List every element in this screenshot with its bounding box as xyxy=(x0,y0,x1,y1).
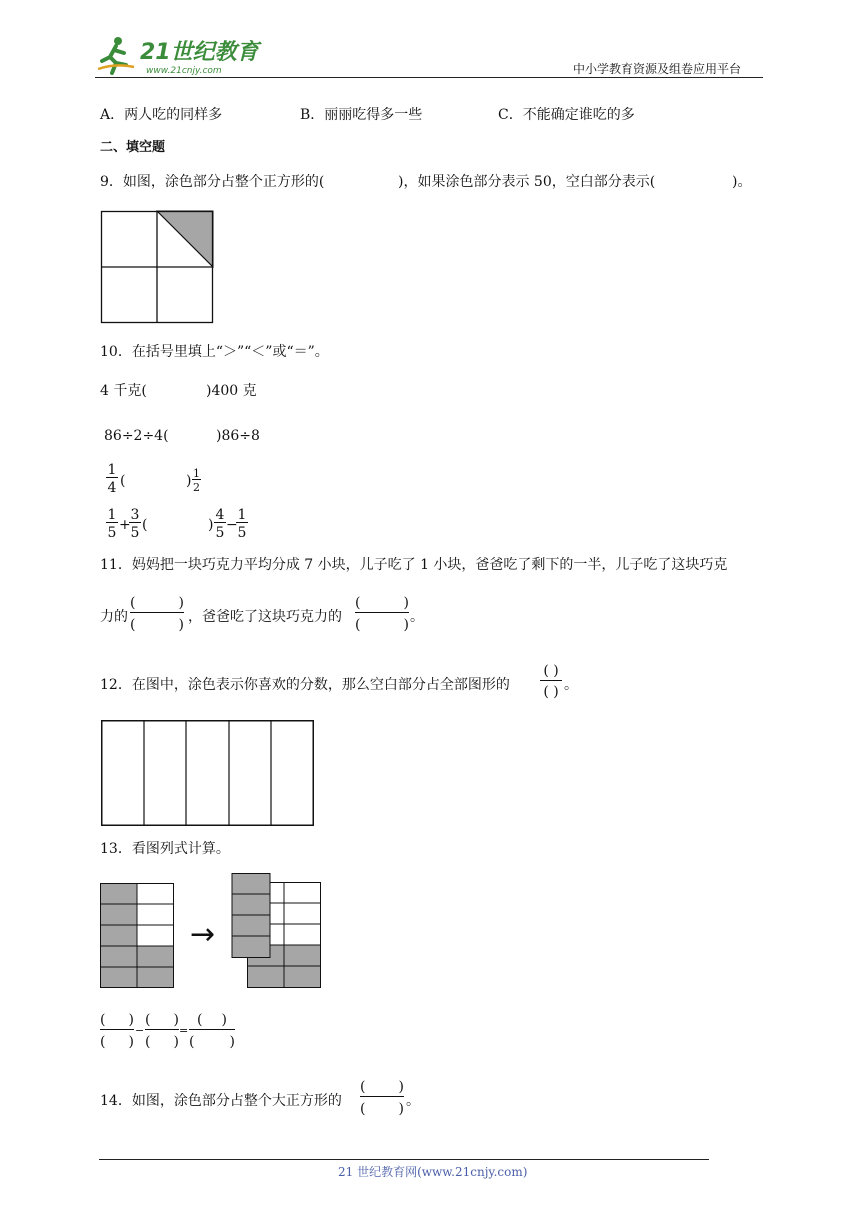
header-divider xyxy=(95,77,763,78)
q10-row4-minus: − xyxy=(226,517,238,533)
q10-title: 10．在括号里填上“＞”“＜”或“＝”。 xyxy=(100,344,329,360)
q8-option-a: A．两人吃的同样多 xyxy=(100,107,223,123)
q13-left-grid xyxy=(100,883,174,988)
q13-arrow-icon: → xyxy=(190,917,216,952)
q10-row3-close: ) xyxy=(186,473,192,489)
footer-divider xyxy=(99,1159,709,1160)
q10-row1-right: )400 克 xyxy=(206,383,257,399)
section-title: 二、填空题 xyxy=(100,140,166,155)
logo-text: 21世纪教育 xyxy=(140,40,259,65)
q11-blank-son: ( ) ( ) xyxy=(130,595,184,633)
q10-row4-fraction-d: 1 5 xyxy=(237,507,247,541)
q13-right-grid xyxy=(230,873,322,989)
logo-url: www.21cnjy.com xyxy=(146,66,222,76)
q13-equals: = xyxy=(179,1024,189,1037)
q9-text-c: )。 xyxy=(732,174,752,190)
q9-square-figure xyxy=(101,211,213,323)
q10-row4-close: ) xyxy=(208,517,214,533)
q10-row4-plus: + xyxy=(119,517,131,533)
q10-row3-fraction-right: 1 2 xyxy=(193,467,200,494)
q14-blank-fraction: ( ) ( ) xyxy=(360,1079,404,1117)
q9-text-a: 9．如图，涂色部分占整个正方形的( xyxy=(100,174,325,190)
q10-row1-left: 4 千克( xyxy=(100,383,147,399)
q10-row4-open: ( xyxy=(142,517,148,533)
q10-row4-fraction-c: 4 5 xyxy=(215,507,225,541)
q10-row2-left: 86÷2÷4( xyxy=(104,428,169,444)
q12-rectangle-figure xyxy=(101,720,314,826)
q8-option-c: C．不能确定谁吃的多 xyxy=(498,107,635,123)
q11-line2-c: 。 xyxy=(410,609,424,625)
q11-line1: 11．妈妈把一块巧克力平均分成 7 小块，儿子吃了 1 小块，爸爸吃了剩下的一半，儿子吃了这块巧克 xyxy=(100,557,728,573)
q13-blank-fraction-3: ( ) ( ) xyxy=(189,1012,235,1050)
q11-line2-a: 力的 xyxy=(100,609,128,625)
q8-option-b: B．丽丽吃得多一些 xyxy=(300,107,423,123)
footer-text: 21 世纪教育网(www.21cnjy.com) xyxy=(338,1165,528,1179)
q13-minus: − xyxy=(135,1024,145,1037)
q13-blank-fraction-2: ( ) ( ) xyxy=(145,1012,179,1050)
q10-row3-fraction-left: 1 4 xyxy=(107,462,117,496)
q10-row4-fraction-b: 3 5 xyxy=(130,507,140,541)
q9-text-b: )，如果涂色部分表示 50，空白部分表示( xyxy=(398,174,656,190)
q14-text: 14．如图，涂色部分占整个大正方形的 xyxy=(100,1093,342,1109)
q13-title: 13．看图列式计算。 xyxy=(100,841,230,857)
q12-text: 12．在图中，涂色表示你喜欢的分数，那么空白部分占全部图形的 xyxy=(100,677,510,693)
q11-line2-b: ，爸爸吃了这块巧克力的 xyxy=(188,609,342,625)
platform-name: 中小学教育资源及组卷应用平台 xyxy=(573,62,742,76)
q14-end: 。 xyxy=(406,1093,420,1109)
q10-row2-right: )86÷8 xyxy=(216,428,260,444)
logo-runner-icon xyxy=(96,35,136,75)
q12-end: 。 xyxy=(564,677,578,693)
q10-row4-fraction-a: 1 5 xyxy=(107,507,117,541)
q12-blank-fraction: ( ) ( ) xyxy=(540,664,562,699)
q13-blank-fraction-1: ( ) ( ) xyxy=(100,1012,134,1050)
q11-blank-dad: ( ) ( ) xyxy=(355,595,409,633)
q10-row3-open: ( xyxy=(120,473,126,489)
